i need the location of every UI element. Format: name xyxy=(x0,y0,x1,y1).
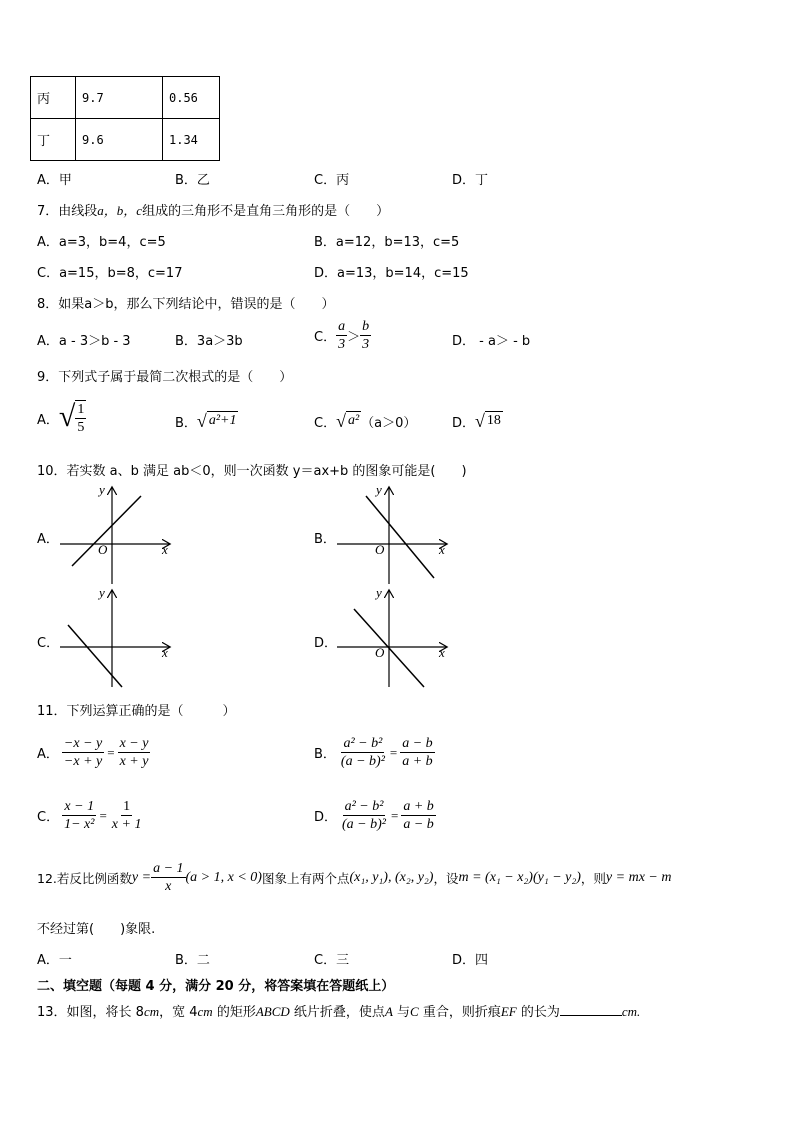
q13-mid2: 的矩形 xyxy=(212,1005,256,1020)
q9-fraction-den: 5 xyxy=(77,420,85,435)
fraction-left xyxy=(340,798,388,833)
q8-fraction-a-den: 3 xyxy=(338,337,346,352)
denominator: −x + y xyxy=(63,754,103,769)
q9-fraction xyxy=(75,400,86,436)
fraction-right xyxy=(110,798,144,833)
q6-option-d: D．丁 xyxy=(452,173,489,188)
q9-option-d-label: D． xyxy=(452,415,476,431)
numerator: a² − b² xyxy=(343,736,383,751)
equals-sign: = xyxy=(99,807,107,823)
q11-option-d-label: D． xyxy=(314,810,338,825)
unit-cm: cm xyxy=(197,1004,213,1019)
fraction-left xyxy=(339,735,387,770)
x-axis-label: x xyxy=(439,542,445,557)
crease-ef: EF xyxy=(500,1004,517,1019)
function-line xyxy=(68,625,122,687)
fraction-right xyxy=(400,735,434,770)
denominator: 1− x² xyxy=(64,817,95,832)
denominator: x xyxy=(165,879,172,894)
equals-sign: = xyxy=(107,744,115,760)
q9-option-c xyxy=(314,411,416,431)
q9-option-a-label: A． xyxy=(37,412,59,428)
numerator: a − b xyxy=(402,736,433,751)
numerator: a − 1 xyxy=(153,861,184,876)
table-cell-variance: 1.34 xyxy=(163,119,220,161)
q12-condition: (a > 1, x < 0) xyxy=(185,869,262,885)
fraction-left xyxy=(62,798,96,833)
q7-stem-post: 组成的三角形不是直角三角形的是（ ） xyxy=(142,204,390,219)
q7-option-c: C．a=15，b=8，c=17 xyxy=(37,266,183,281)
q11-option-c xyxy=(37,798,143,833)
q13-stem xyxy=(37,1001,640,1020)
q10-option-c-label: C． xyxy=(37,636,60,651)
q6-option-a: A．甲 xyxy=(37,173,72,188)
origin-label: O xyxy=(98,542,108,557)
q9-fraction-num: 1 xyxy=(77,402,85,417)
q10-graph-a xyxy=(55,482,180,587)
q12-points: (x₁, y₁), (x₂, y₂) xyxy=(349,869,434,885)
fraction-right xyxy=(118,735,151,770)
q9-radical-b-body: a²+1 xyxy=(208,413,237,428)
q12-option-d: D．四 xyxy=(452,953,489,968)
q7-stem-vars: a，b，c xyxy=(97,203,143,218)
numerator: x − y xyxy=(119,736,149,751)
denominator: (a − b)² xyxy=(340,754,385,769)
q9-option-b xyxy=(175,411,238,431)
q12-pre: 12.若反比例函数 xyxy=(37,870,132,886)
q9-radical-b xyxy=(197,411,239,431)
q12-m-expression: m = (x₁ − x₂)(y₁ − y₂) xyxy=(458,869,581,885)
origin-label: O xyxy=(375,645,385,660)
table-cell-average: 9.6 xyxy=(76,119,163,161)
radical-sign-icon: √ xyxy=(58,400,76,433)
fraction-right xyxy=(401,798,435,833)
table-cell-name: 丙 xyxy=(31,77,76,119)
q11-option-c-label: C． xyxy=(37,810,60,825)
radical-sign-icon: √ xyxy=(475,411,485,431)
q10-graph-b xyxy=(332,482,457,587)
q10-stem: 10．若实数 a、b 满足 ab＜0，则一次函数 y＝ax+b 的图象可能是( ) xyxy=(37,464,467,479)
q12-option-b: B．二 xyxy=(175,953,210,968)
q9-radical-d-body: 18 xyxy=(486,413,501,428)
q8-fraction-a-num: a xyxy=(338,319,346,334)
denominator: x + y xyxy=(119,754,149,769)
q8-fraction-b xyxy=(360,318,371,353)
table-cell-variance: 0.56 xyxy=(163,77,220,119)
function-line xyxy=(366,496,434,578)
q7-option-b: B．a=12，b=13，c=5 xyxy=(314,235,460,250)
q10-option-a-label: A． xyxy=(37,532,59,547)
q10-option-d-label: D． xyxy=(314,636,338,651)
numerator: x − 1 xyxy=(64,799,95,814)
y-axis-label: y xyxy=(376,585,382,600)
table-row xyxy=(31,77,220,119)
q12-option-c: C．三 xyxy=(314,953,350,968)
q8-option-a: A．a - 3＞b - 3 xyxy=(37,334,131,349)
q13-mid1: ，宽 4 xyxy=(159,1005,198,1020)
q9-option-c-condition: （a＞0） xyxy=(361,415,417,431)
q9-radical-c xyxy=(336,411,361,431)
q11-stem: 11．下列运算正确的是（ ） xyxy=(37,704,236,719)
radical-sign-icon: √ xyxy=(196,411,207,431)
equals-sign: = xyxy=(389,744,398,760)
q10-graph-c xyxy=(55,585,180,690)
numerator: a + b xyxy=(403,799,434,814)
q12-then: ，则 xyxy=(580,870,606,886)
q6-option-b: B．乙 xyxy=(175,173,210,188)
q11-option-b xyxy=(314,735,435,770)
unit-cm: cm xyxy=(143,1004,160,1019)
numerator: 1 xyxy=(123,799,131,814)
q11-option-d xyxy=(314,798,436,833)
q9-radical-a xyxy=(59,400,86,436)
fraction-left xyxy=(62,735,104,770)
q12-line2: 不经过第( )象限. xyxy=(37,922,156,937)
numerator: −x − y xyxy=(63,736,103,751)
q11-option-a-label: A． xyxy=(37,747,59,762)
q8-option-b: B．3a＞3b xyxy=(175,334,243,349)
table-cell-name: 丁 xyxy=(31,119,76,161)
q11-option-b-label: B． xyxy=(314,747,336,762)
point-a: A xyxy=(384,1004,393,1019)
radical-sign-icon: √ xyxy=(336,411,346,431)
q8-option-c-label: C． xyxy=(314,330,337,345)
section-title: 二、填空题（每题 4 分，满分 20 分，将答案填在答题纸上） xyxy=(37,979,395,994)
q13-pre: 13．如图，将长 8 xyxy=(37,1005,144,1020)
q8-option-c xyxy=(314,318,371,353)
q13-mid4: 与 xyxy=(392,1005,411,1020)
q12-option-a: A．一 xyxy=(37,953,72,968)
q9-option-b-label: B． xyxy=(175,415,197,431)
answer-blank[interactable] xyxy=(560,1003,622,1016)
q6-option-c: C．丙 xyxy=(314,173,350,188)
q9-option-d xyxy=(452,411,503,431)
x-axis-label: x xyxy=(162,645,168,660)
q12-set: ，设 xyxy=(433,870,459,886)
q12-y-eq: y = xyxy=(131,869,152,885)
q7-stem xyxy=(37,200,389,219)
q12-line-expression: y = mx − m xyxy=(605,869,672,885)
y-axis-label: y xyxy=(99,585,105,600)
q9-radical-d xyxy=(475,411,503,431)
numerator: a² − b² xyxy=(344,799,384,814)
q13-mid5: 重合，则折痕 xyxy=(418,1005,501,1020)
table-row xyxy=(31,119,220,161)
q8-stem: 8．如果a＞b，那么下列结论中，错误的是（ ） xyxy=(37,297,335,312)
q9-stem: 9．下列式子属于最简二次根式的是（ ） xyxy=(37,370,293,385)
x-axis-label: x xyxy=(162,542,168,557)
x-axis-label: x xyxy=(439,645,445,660)
q8-fraction-b-den: 3 xyxy=(362,337,370,352)
q10-graph-d xyxy=(332,585,457,690)
q9-radical-c-body: a² xyxy=(347,413,360,428)
q8-greater-sign: ＞ xyxy=(347,330,361,345)
denominator: a − b xyxy=(403,817,434,832)
denominator: (a − b)² xyxy=(342,817,386,832)
q8-option-d: D． - a＞ - b xyxy=(452,334,531,349)
rect-name: ABCD xyxy=(255,1004,290,1019)
q7-stem-pre: 7．由线段 xyxy=(37,204,98,219)
q12-fraction xyxy=(151,860,185,895)
y-axis-label: y xyxy=(376,482,382,497)
q12-stem xyxy=(37,860,671,895)
q9-option-c-label: C． xyxy=(314,415,337,431)
y-axis-label: y xyxy=(99,482,105,497)
q9-option-a xyxy=(37,400,86,436)
q12-mid: 图象上有两个点 xyxy=(261,870,350,886)
q8-fraction-b-num: b xyxy=(362,319,370,334)
q7-option-a: A．a=3，b=4，c=5 xyxy=(37,235,166,250)
score-table xyxy=(30,76,220,161)
origin-label: O xyxy=(375,542,385,557)
q8-fraction-a xyxy=(336,318,347,353)
unit-cm: cm. xyxy=(621,1004,641,1019)
q11-option-a xyxy=(37,735,150,770)
point-c: C xyxy=(410,1004,419,1019)
table-cell-average: 9.7 xyxy=(76,77,163,119)
denominator: x + 1 xyxy=(111,817,142,832)
q13-mid6: 的长为 xyxy=(516,1005,560,1020)
denominator: a + b xyxy=(402,754,433,769)
q13-mid3: 纸片折叠，使点 xyxy=(289,1005,385,1020)
q10-option-b-label: B． xyxy=(314,532,336,547)
q7-option-d: D．a=13，b=14，c=15 xyxy=(314,266,469,281)
equals-sign: = xyxy=(390,807,399,823)
